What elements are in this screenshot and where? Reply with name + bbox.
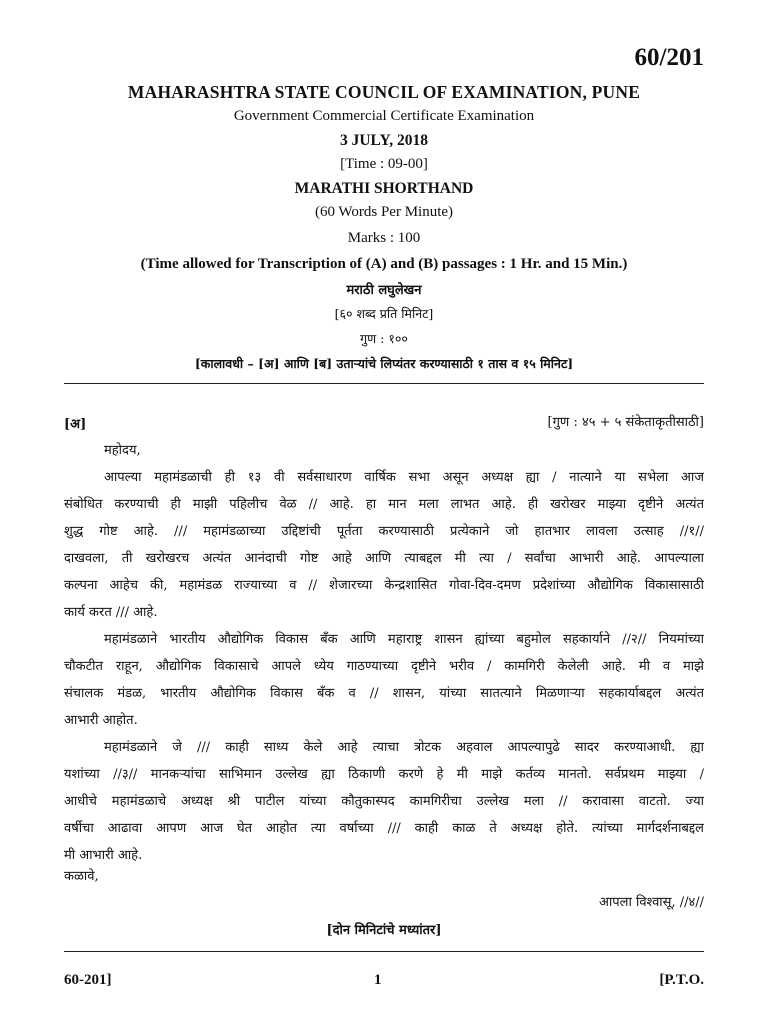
passage-line: दाखवला, ती खरोखरच अत्यंत आनंदाची गोष्ट आहे आणि त्याबद्दल मी त्या / सर्वांचा आभारी आहे. आपल्याला xyxy=(64,551,704,566)
passage-line: यशांच्या //३// मानकऱ्यांचा साभिमान उल्लेख ह्या ठिकाणी करणे हे मी माझे कर्तव्य मानतो. सर्वप्रथम माझ्या / xyxy=(64,767,704,782)
passage-line: कार्य करत /// आहे. xyxy=(64,605,158,620)
passage-line: आधीचे महामंडळाचे अध्यक्ष श्री पाटील यांच्या कौतुकास्पद कामगिरीचा उल्लेख मला // करावासा वाटतो. ज्या xyxy=(64,794,704,809)
passage-line: आपल्या महामंडळाची ही १३ वी सर्वसाधारण वार्षिक सभा असून अध्यक्ष ह्या / नात्याने या सभेला आज xyxy=(104,470,704,485)
exam-name: Government Commercial Certificate Examination xyxy=(233,108,535,124)
interval-note: [दोन मिनिटांचे मध्यांतर] xyxy=(326,923,442,938)
pto-label: [P.T.O. xyxy=(659,972,704,988)
signoff: आपला विश्वासू, //४// xyxy=(598,895,704,910)
paper-code: 60/201 xyxy=(634,44,704,71)
footer-divider xyxy=(64,951,704,952)
passage-line: संबोधित करण्याची ही माझी पहिलीच वेळ // आहे. हा मान मला लाभत आहे. ही खरोखर माझ्या दृष्टीने अत्यंत xyxy=(64,497,704,512)
exam-time: [Time : 09-00] xyxy=(340,156,428,172)
footer-code: 60-201] xyxy=(64,972,112,988)
passage-line: महामंडळाने जे /// काही साध्य केले आहे त्याचा त्रोटक अहवाल आपल्यापुढे सादर करण्याआधी. ह्या xyxy=(104,740,704,755)
passage-line: मी आभारी आहे. xyxy=(64,848,143,863)
passage-line: चौकटीत राहून, औद्योगिक विकासाचे आपले ध्येय गाठण्याच्या दृष्टीने भरीव / कामगिरी केलेली आहे. मी व माझे xyxy=(64,659,704,674)
marks-label-marathi: गुण : १०० xyxy=(360,331,408,346)
subject-title-marathi: मराठी लघुलेखन xyxy=(346,283,422,298)
header-divider xyxy=(64,383,704,384)
speed-label-marathi: [६० शब्द प्रति मिनिट] xyxy=(334,306,434,321)
salutation: महोदय, xyxy=(104,443,141,458)
passage-line: महामंडळाने भारतीय औद्योगिक विकास बँक आणि महाराष्ट्र शासन ह्यांच्या बहुमोल सहकार्याने //२// नियमांच्या xyxy=(104,632,704,647)
passage-line: शुद्ध गोष्ट आहे. /// महामंडळाच्या उद्दिष्टांची पूर्तता करण्यासाठी प्रत्येकाने जो हातभार लावला उत्साह //१// xyxy=(64,524,704,539)
council-title: MAHARASHTRA STATE COUNCIL OF EXAMINATION, PUNE xyxy=(127,82,641,102)
time-allowed-note: (Time allowed for Transcription of (A) and (B) passages : 1 Hr. and 15 Min.) xyxy=(140,256,628,272)
passage-line: वर्षीचा आढावा आपण आज घेत आहोत त्या वर्षाच्या /// काही काळ ते अध्यक्ष होते. त्यांच्या मार्गदर्शनाबद्दल xyxy=(64,821,704,836)
closing: कळावे, xyxy=(64,869,99,884)
subject-title: MARATHI SHORTHAND xyxy=(294,180,474,197)
section-label: [अ] xyxy=(64,417,87,432)
passage-line: कल्पना आहेच की, महामंडळ राज्याच्या व // शेजारच्या केन्द्रशासित गोवा-दिव-दमण प्रदेशांच्या औद्योगिक विकासासाठी xyxy=(64,578,704,593)
exam-date: 3 JULY, 2018 xyxy=(339,132,428,149)
page-number: 1 xyxy=(374,972,382,988)
time-allowed-note-marathi: [कालावधी – [अ] आणि [ब] उताऱ्यांचे लिप्यंतर करण्यासाठी १ तास व १५ मिनिट] xyxy=(194,356,574,371)
section-marks: [गुण : ४५ + ५ संकेताकृतीसाठी] xyxy=(547,415,704,430)
speed-label: (60 Words Per Minute) xyxy=(314,204,454,220)
marks-label: Marks : 100 xyxy=(347,230,421,246)
passage-line: संचालक मंडळ, भारतीय औद्योगिक विकास बँक व // शासन, यांच्या सातत्याने मिळणाऱ्या सहकार्याबद्दल अत्यंत xyxy=(64,686,704,701)
passage-line: आभारी आहोत. xyxy=(64,713,138,728)
